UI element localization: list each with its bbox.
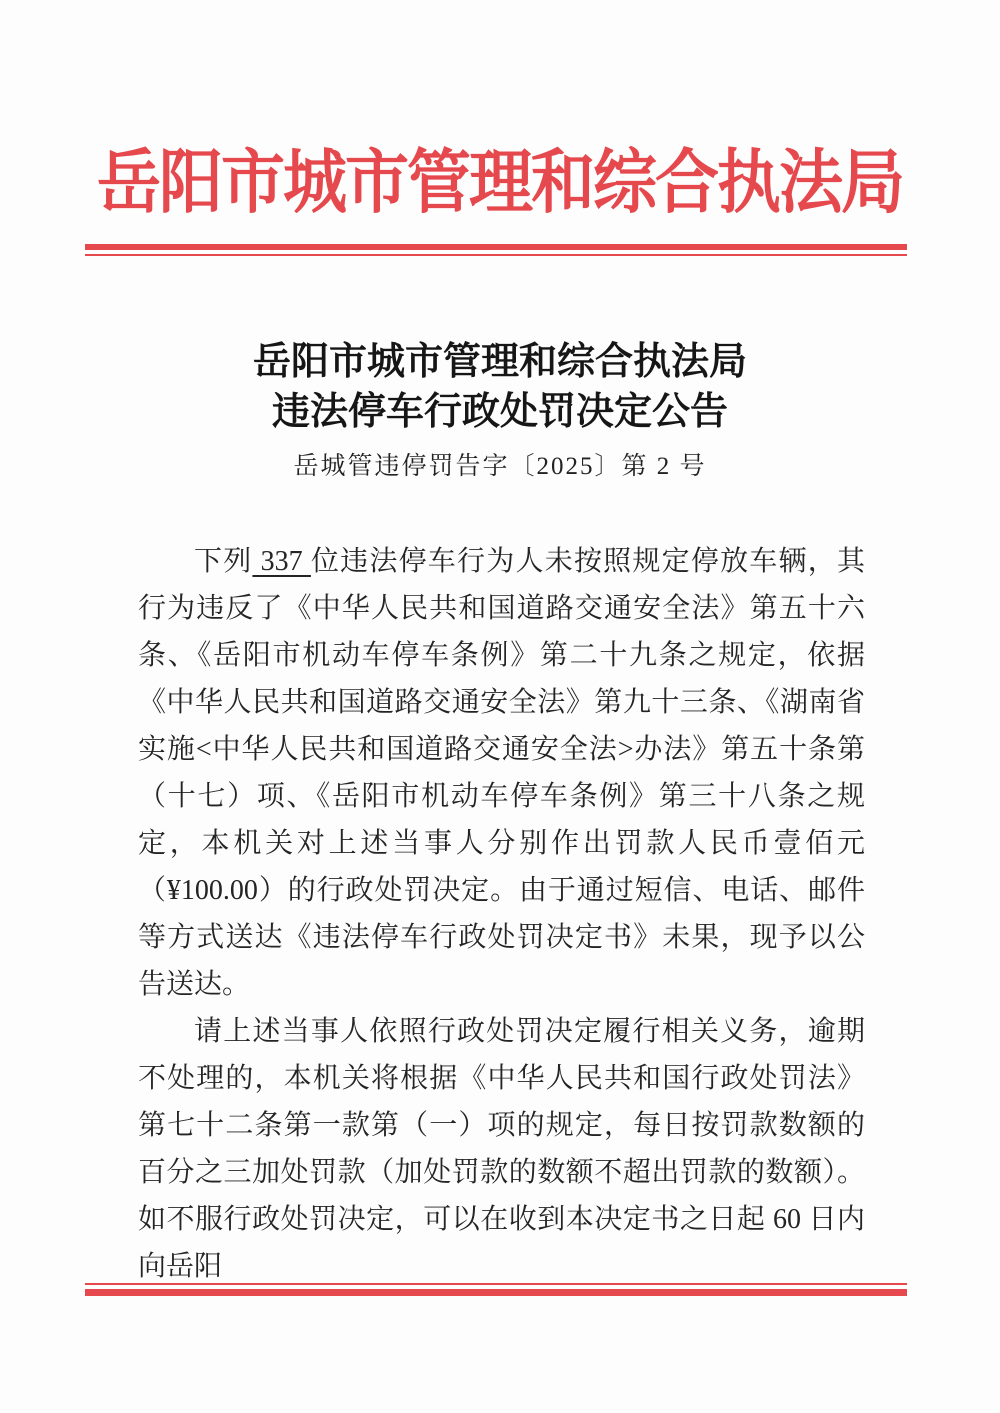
document-title-line1: 岳阳市城市管理和综合执法局 bbox=[252, 341, 747, 383]
paragraph1-rest-text: 位违法停车行为人未按照规定停放车辆，其行为违反了《中华人民共和国道路交通安全法》第五十六条、《岳阳市机动车停车条例》第二十九条之规定，依据《中华人民共和国道路交通安全法》第九十三条、《湖南省实施<中华人民共和国道路交通安全法>办法》第五十条第（十七）项、《岳阳市机动车停车条例》第三十八条之规定，本机关对上述当事人分别作出罚款人民币壹佰元（¥100.00）的行政处罚决定。由于通过短信、电话、邮件等方式送达《违法停车行政处罚决定书》未果，现予以公告送达。 bbox=[138, 546, 865, 1000]
footer-divider-thick-line bbox=[85, 1289, 907, 1296]
header-divider-thin-line bbox=[85, 254, 907, 256]
body-paragraph-1 bbox=[138, 538, 865, 1008]
header-divider bbox=[85, 244, 907, 256]
violator-count-underlined: 337 bbox=[252, 546, 311, 577]
footer-divider bbox=[85, 1283, 907, 1296]
document-title-line2: 违法停车行政处罚决定公告 bbox=[271, 391, 728, 433]
paragraph1-lead-text: 下列 bbox=[194, 546, 253, 577]
body-paragraph-2: 请上述当事人依照行政处罚决定履行相关义务，逾期不处理的，本机关将根据《中华人民共和国行政处罚法》第七十二条第一款第（一）项的规定，每日按罚款数额的百分之三加处罚款（加处罚款的数额不超出罚款的数额）。如不服行政处罚决定，可以在收到本决定书之日起 60 日内向岳阳 bbox=[138, 1016, 865, 1282]
footer-divider-thin-line bbox=[85, 1283, 907, 1285]
header-divider-thick-line bbox=[85, 244, 907, 250]
document-title bbox=[100, 337, 900, 437]
document-number: 岳城管违停罚告字〔2025〕第 2 号 bbox=[293, 453, 707, 480]
document-body bbox=[138, 538, 865, 1290]
letterhead-agency-name: 岳阳市城市管理和综合执法局 bbox=[97, 144, 903, 222]
